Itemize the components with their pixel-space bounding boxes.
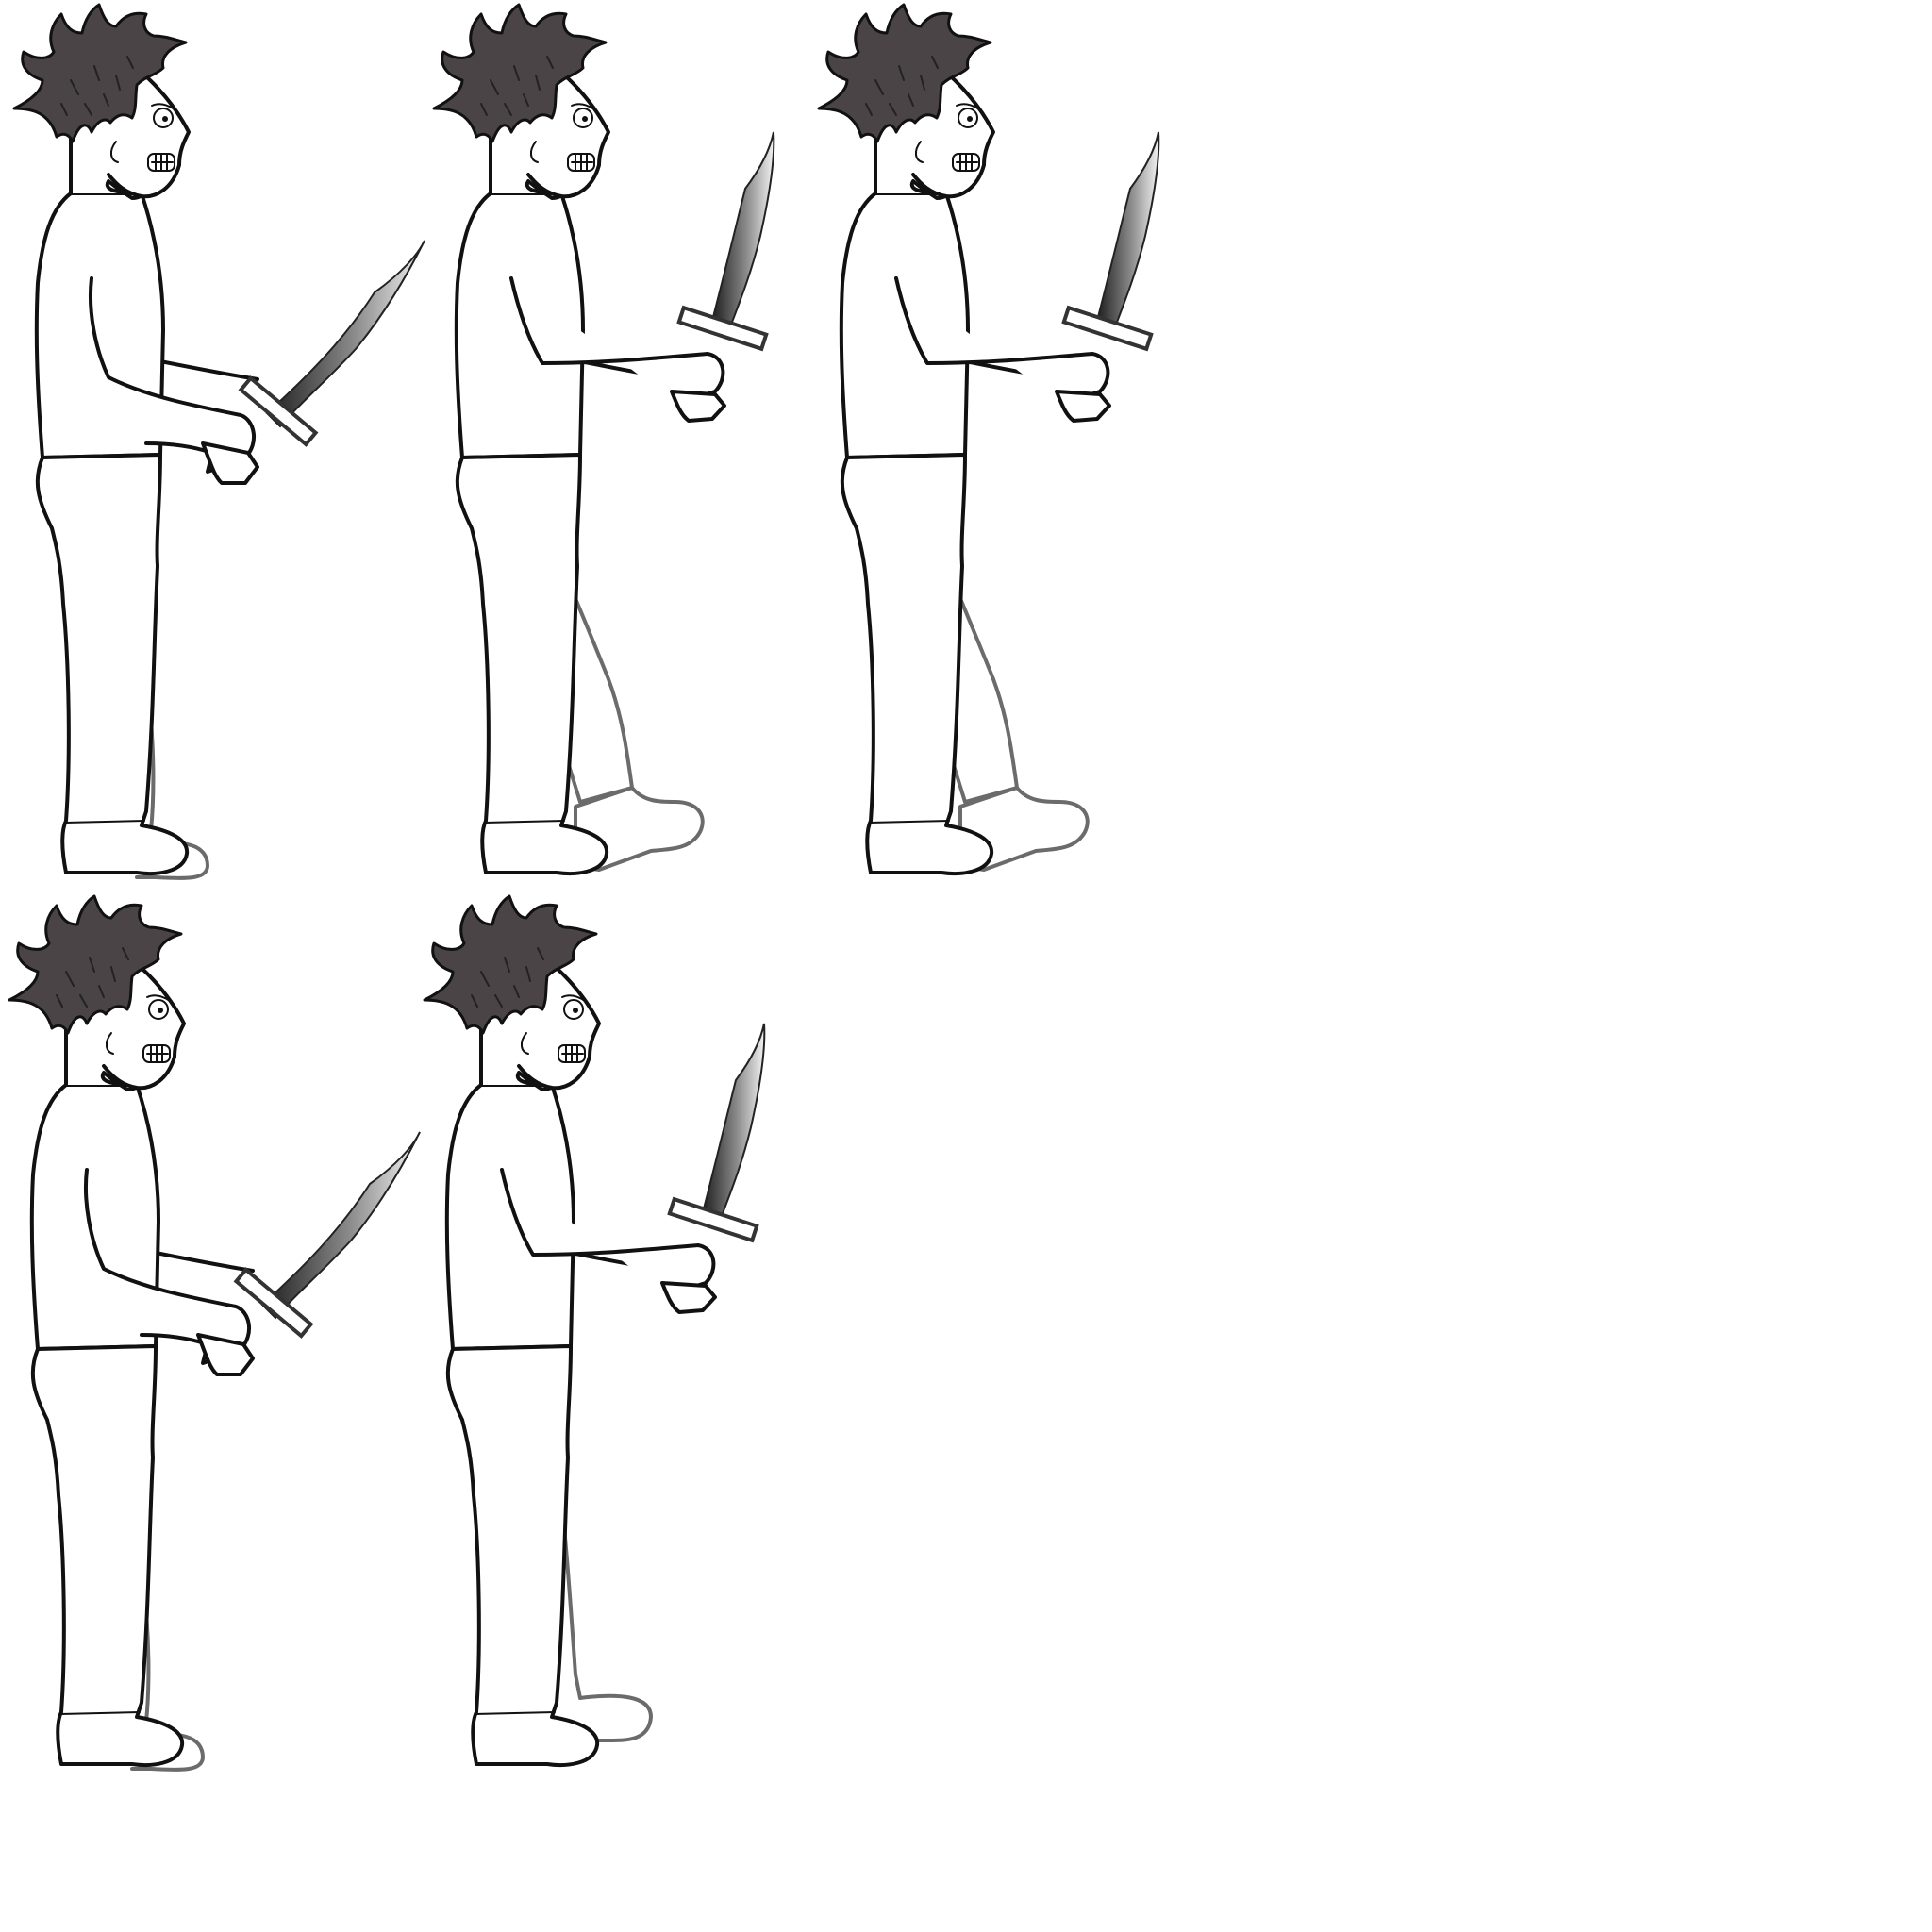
character-sprite — [415, 891, 830, 1778]
character-sprite — [809, 0, 1224, 887]
walk-frame-4 — [0, 891, 415, 1778]
character-sprite — [5, 0, 420, 887]
walk-frame-5 — [415, 891, 830, 1778]
walk-frame-1 — [5, 0, 420, 887]
walk-frame-2 — [425, 0, 840, 887]
walk-frame-3 — [809, 0, 1224, 887]
character-sprite — [0, 891, 415, 1778]
character-sprite — [425, 0, 840, 887]
